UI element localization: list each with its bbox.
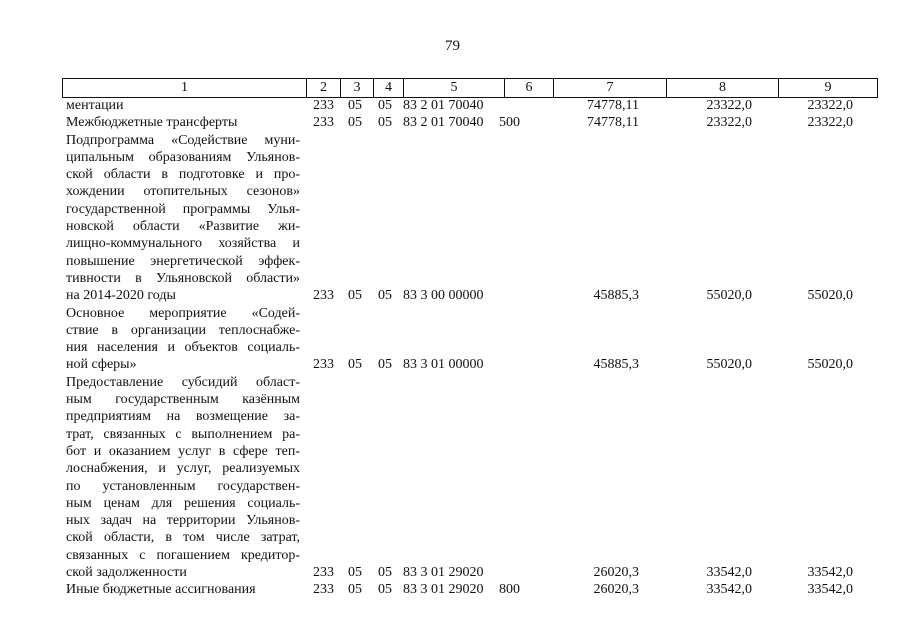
cell-expense-type: 500: [499, 115, 520, 131]
name-line: бот и оказанием услуг в сфере теп-: [66, 443, 300, 459]
name-line: связанных с погашением кредитор-: [66, 547, 300, 563]
cell-amount-col8: 23322,0: [706, 115, 752, 131]
name-line: ным ценам для решения социаль-: [66, 495, 300, 511]
name-line: ным государственным казённым: [66, 392, 300, 408]
cell-target: 83 3 00 00000: [403, 288, 484, 304]
header-cell-8: 8: [667, 79, 779, 97]
cell-expense-type: 800: [499, 582, 520, 598]
header-cell-6: 6: [505, 79, 554, 97]
cell-code: 233: [313, 582, 334, 598]
cell-target: 83 3 01 00000: [403, 357, 484, 373]
header-cell-2: 2: [307, 79, 341, 97]
page-number: 79: [445, 38, 460, 54]
cell-code: 233: [313, 565, 334, 581]
table-header: [62, 78, 878, 98]
cell-code: 233: [313, 115, 334, 131]
cell-amount-col8: 55020,0: [706, 357, 752, 373]
header-cell-7: 7: [554, 79, 667, 97]
cell-amount-col9: 55020,0: [807, 357, 853, 373]
name-line: ной сферы»: [66, 357, 137, 373]
table-row: [0, 114, 905, 131]
row-name: [66, 374, 300, 582]
cell-amount-col8: 55020,0: [706, 288, 752, 304]
cell-amount-col8: 23322,0: [706, 98, 752, 113]
cell-code: 233: [313, 288, 334, 304]
header-cell-5: 5: [404, 79, 505, 97]
table-row: [0, 132, 905, 305]
cell-section: 05: [348, 582, 362, 598]
name-line: ской области, в том числе затрат,: [66, 530, 300, 546]
cell-target: 83 2 01 70040: [403, 115, 484, 131]
cell-target: 83 2 01 70040: [403, 98, 484, 113]
table-row: [0, 305, 905, 374]
name-line: по установленным государствен-: [66, 478, 300, 494]
cell-target: 83 3 01 29020: [403, 582, 484, 598]
name-line: Основное мероприятие «Содей-: [66, 305, 300, 321]
cell-amount-col9: 23322,0: [807, 115, 853, 131]
cell-amount-col8: 33542,0: [706, 582, 752, 598]
name-line: на 2014-2020 годы: [66, 288, 176, 304]
cell-amount-col7: 74778,11: [587, 115, 639, 131]
name-line: хождении отопительных сезонов»: [66, 184, 300, 200]
name-line: ципальным образованиям Ульянов-: [66, 149, 300, 165]
cell-amount-col9: 33542,0: [807, 565, 853, 581]
name-line: новской области «Развитие жи-: [66, 219, 300, 235]
name-line: лищно-коммунального хозяйства и: [66, 236, 300, 252]
cell-section: 05: [348, 288, 362, 304]
name-line: ментации: [66, 98, 124, 113]
name-line: ных задач на территории Ульянов-: [66, 513, 300, 529]
cell-amount-col9: 33542,0: [807, 582, 853, 598]
table-row: [0, 97, 905, 114]
cell-amount-col9: 55020,0: [807, 288, 853, 304]
cell-subsection: 05: [378, 582, 392, 598]
name-line: Предоставление субсидий област-: [66, 374, 300, 390]
table-row: [0, 581, 905, 598]
header-cell-4: 4: [374, 79, 404, 97]
cell-amount-col7: 26020,3: [593, 582, 639, 598]
table-body: [0, 97, 905, 599]
name-line: тивности в Ульяновской области»: [66, 270, 300, 286]
cell-amount-col7: 26020,3: [593, 565, 639, 581]
header-cell-1: 1: [63, 79, 307, 97]
cell-subsection: 05: [378, 98, 392, 113]
name-line: повышение энергетической эффек-: [66, 253, 300, 269]
name-line: ской области в подготовке и про-: [66, 167, 300, 183]
cell-section: 05: [348, 357, 362, 373]
cell-amount-col7: 45885,3: [593, 357, 639, 373]
cell-target: 83 3 01 29020: [403, 565, 484, 581]
cell-amount-col9: 23322,0: [807, 98, 853, 113]
name-line: трат, связанных с выполнением ра-: [66, 426, 300, 442]
cell-amount-col7: 45885,3: [593, 288, 639, 304]
row-name: [66, 132, 300, 305]
name-line: ской задолженности: [66, 565, 187, 581]
cell-section: 05: [348, 565, 362, 581]
cell-subsection: 05: [378, 357, 392, 373]
cell-amount-col8: 33542,0: [706, 565, 752, 581]
cell-section: 05: [348, 115, 362, 131]
cell-subsection: 05: [378, 565, 392, 581]
name-line: Иные бюджетные ассигнования: [66, 582, 256, 598]
cell-subsection: 05: [378, 115, 392, 131]
name-line: Подпрограмма «Содействие муни-: [66, 132, 300, 148]
cell-section: 05: [348, 98, 362, 113]
cell-subsection: 05: [378, 288, 392, 304]
name-line: государственной программы Улья-: [66, 201, 300, 217]
name-line: ствие в организации теплоснабже-: [66, 322, 300, 338]
cell-amount-col7: 74778,11: [587, 98, 639, 113]
header-cell-9: 9: [779, 79, 878, 97]
name-line: ния населения и объектов социаль-: [66, 340, 300, 356]
name-line: предприятиям на возмещение за-: [66, 409, 300, 425]
cell-code: 233: [313, 357, 334, 373]
table-row: [0, 374, 905, 582]
cell-code: 233: [313, 98, 334, 113]
name-line: лоснабжения, и услуг, реализуемых: [66, 461, 300, 477]
header-cell-3: 3: [341, 79, 374, 97]
name-line: Межбюджетные трансферты: [66, 115, 238, 131]
